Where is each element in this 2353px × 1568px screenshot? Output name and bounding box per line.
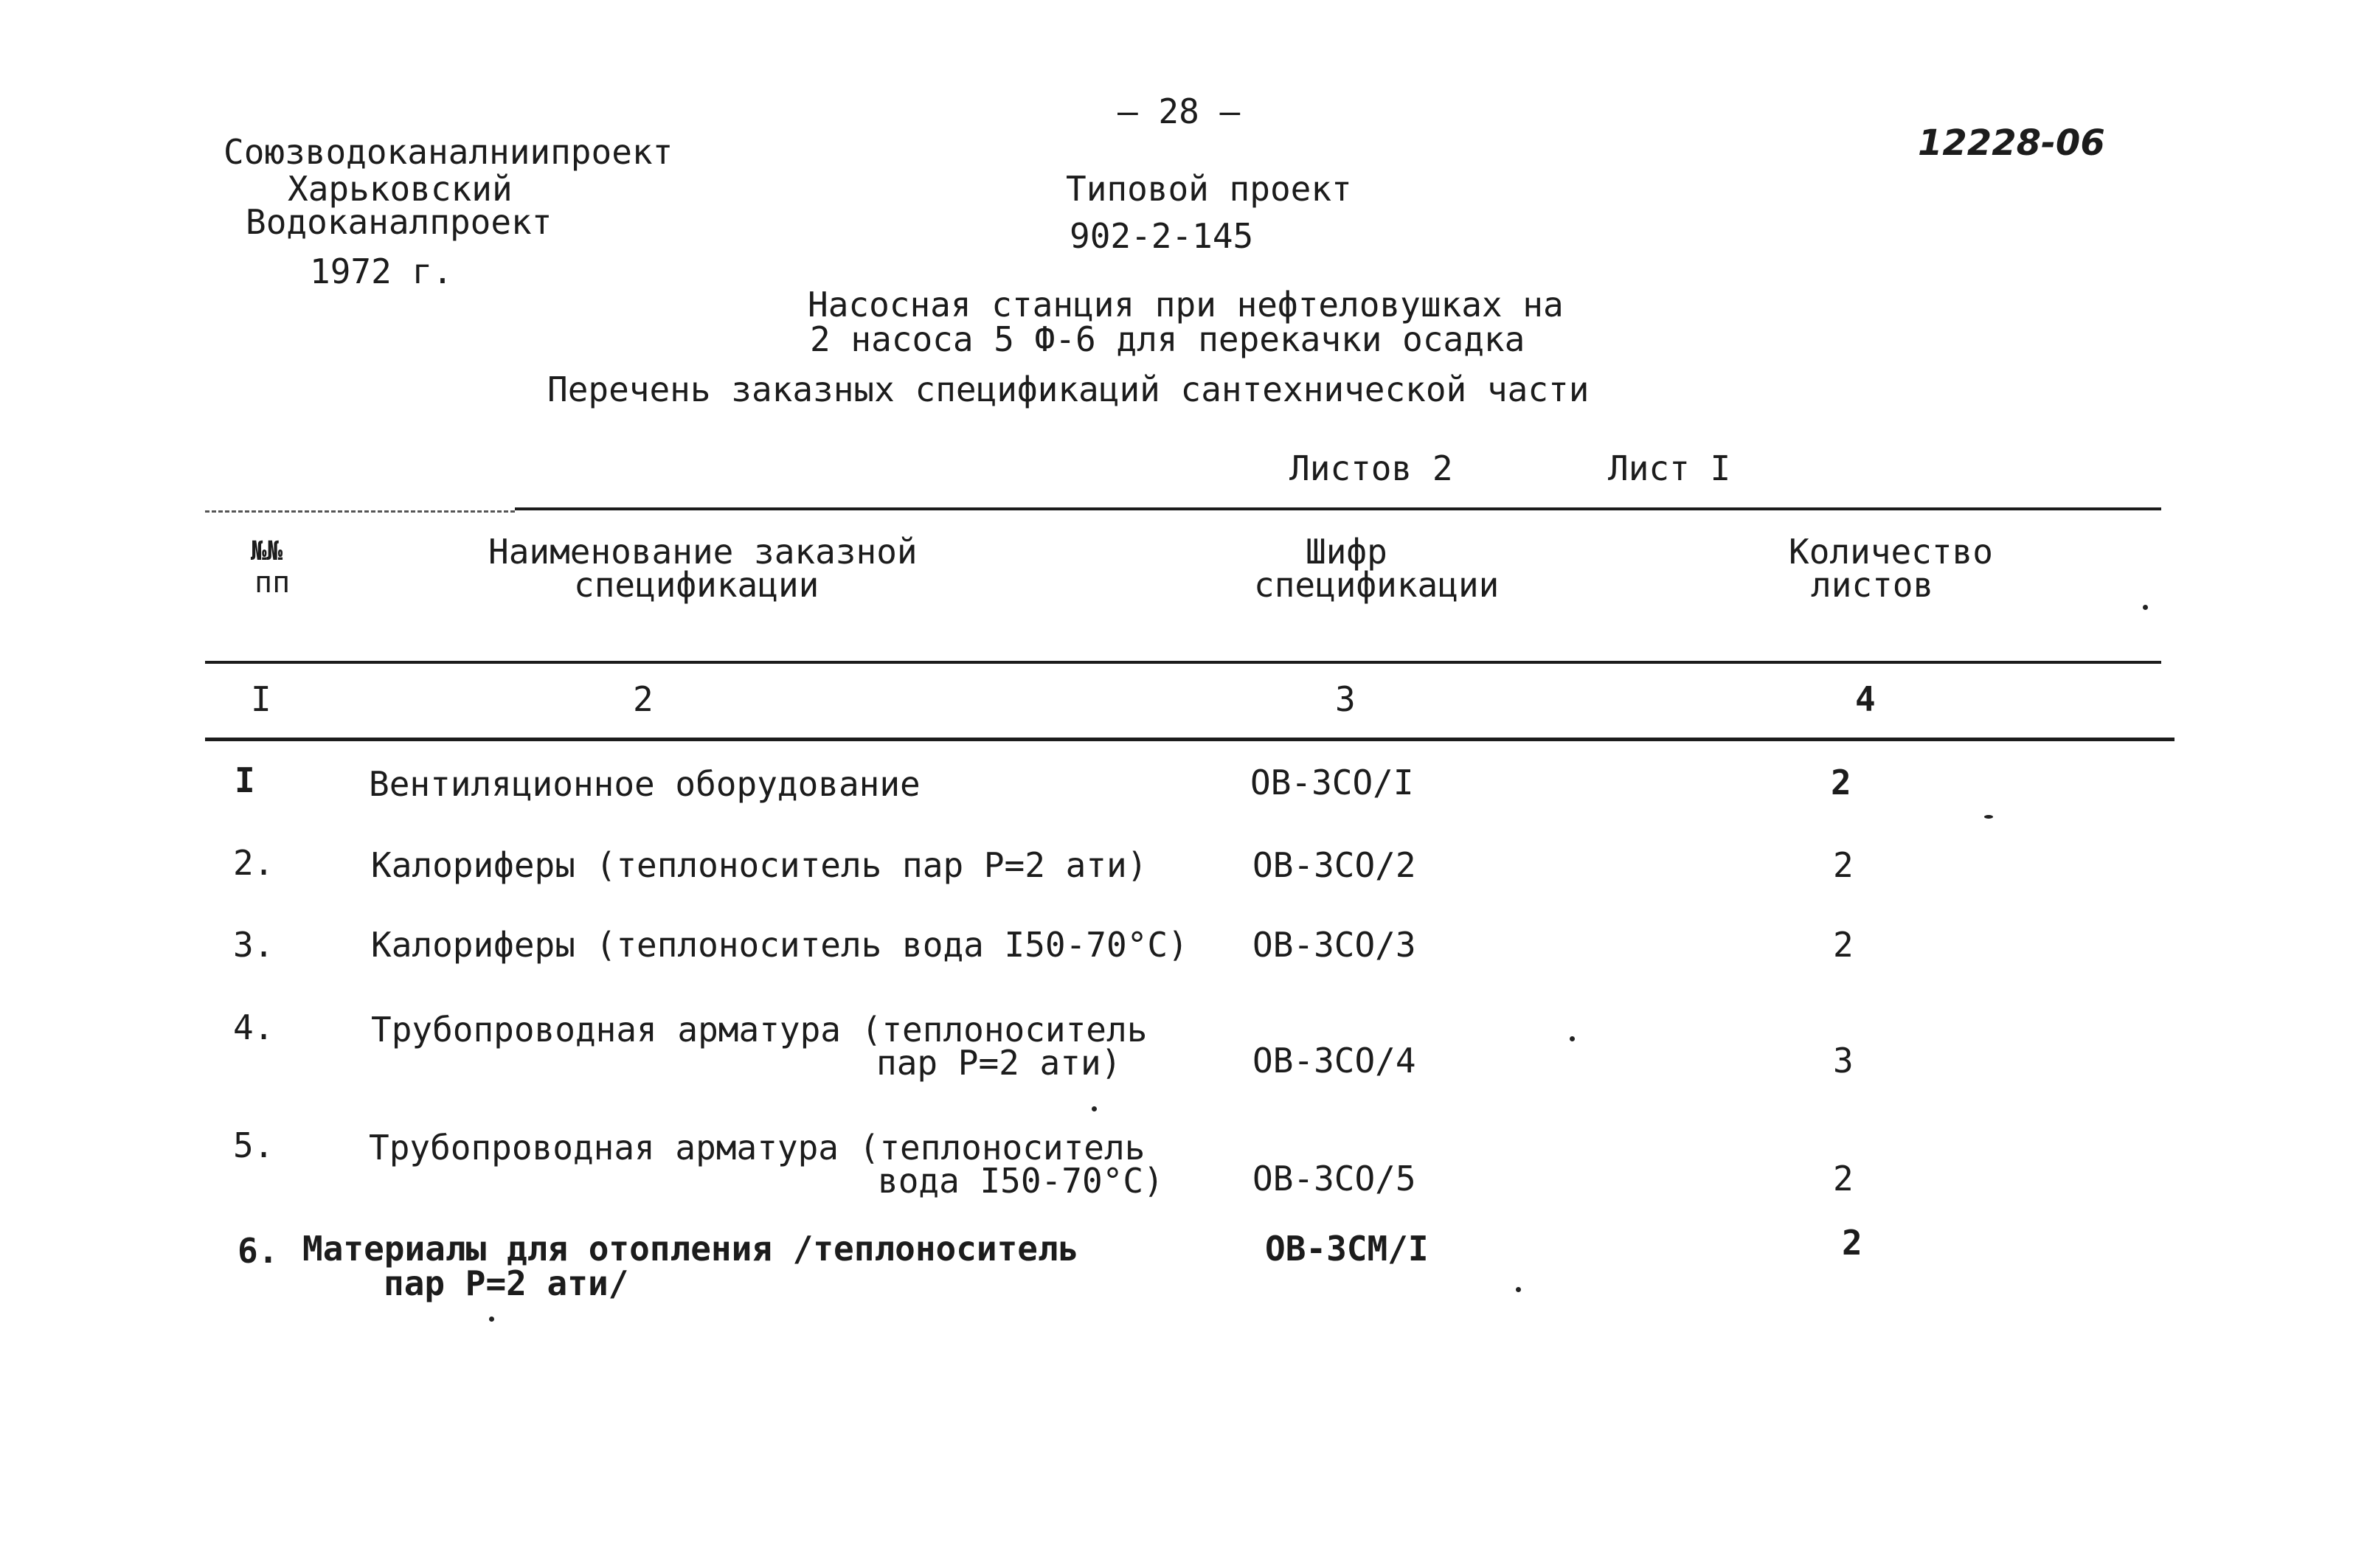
column-number-2: 2 [633, 679, 654, 719]
row-6-number: 6. [238, 1231, 279, 1271]
header-top-rule-dashed [205, 510, 515, 513]
project-label: Типовой проект [1066, 169, 1352, 209]
scan-speck [1984, 815, 1993, 819]
project-number: 902-2-145 [1070, 216, 1254, 256]
row-1-number: I [235, 760, 255, 800]
scan-speck [489, 1317, 494, 1322]
row-5-name-line2: вода I50-70°С) [878, 1161, 1164, 1201]
org-name-line3: Водоканалпроект [246, 202, 552, 242]
scan-speck [1092, 1106, 1097, 1111]
header-qty-line2: листов [1811, 565, 1934, 605]
row-5-qty: 2 [1833, 1159, 1854, 1198]
document-code: 12228-06 [1918, 122, 2105, 164]
header-num-line1: №№ [251, 536, 283, 566]
row-3-qty: 2 [1833, 925, 1854, 965]
org-name-line1: Союзводоканалниипроект [223, 132, 673, 172]
scan-speck [1570, 1036, 1575, 1041]
list-title: Перечень заказных спецификаций сантехнической части [547, 370, 1590, 409]
row-5-name-line1: Трубопроводная арматура (теплоноситель [369, 1128, 1146, 1168]
scan-speck [2143, 605, 2148, 610]
row-5-code: ОВ-3СО/5 [1252, 1159, 1416, 1198]
column-number-3: 3 [1335, 679, 1356, 719]
header-code-line1: Шифр [1306, 532, 1387, 572]
row-2-name: Калориферы (теплоноситель пар Р=2 ати) [371, 845, 1148, 885]
column-number-1: I [251, 679, 271, 719]
row-4-code: ОВ-3СО/4 [1252, 1041, 1416, 1080]
org-year: 1972 г. [310, 251, 453, 291]
scan-speck [1516, 1287, 1521, 1292]
subject-line2: 2 насоса 5 Ф-6 для перекачки осадка [810, 319, 1525, 359]
row-4-name-line1: Трубопроводная арматура (теплоноситель [371, 1010, 1148, 1050]
row-2-code: ОВ-3СО/2 [1252, 845, 1416, 885]
subject-line1: Насосная станция при нефтеловушках на [808, 285, 1564, 325]
org-name-line2: Харьковский [288, 169, 513, 209]
row-6-qty: 2 [1842, 1223, 1862, 1263]
row-3-code: ОВ-3СО/3 [1252, 925, 1416, 965]
row-2-number: 2. [233, 843, 274, 883]
row-3-number: 3. [233, 925, 274, 965]
row-1-qty: 2 [1831, 763, 1851, 802]
header-name-line2: спецификации [574, 565, 819, 605]
row-1-name: Вентиляционное оборудование [369, 764, 921, 804]
row-4-qty: 3 [1833, 1041, 1854, 1080]
header-qty-line1: Количество [1789, 532, 1993, 572]
row-6-name-line1: Материалы для отопления /теплоноситель [302, 1229, 1079, 1269]
row-4-name-line2: пар Р=2 ати) [876, 1043, 1122, 1083]
row-6-name-line2: пар Р=2 ати/ [384, 1263, 629, 1303]
header-top-rule [515, 507, 2161, 510]
row-2-qty: 2 [1833, 845, 1854, 885]
header-code-line2: спецификации [1254, 565, 1500, 605]
header-num-line2: пп [254, 566, 291, 600]
header-bottom-rule [205, 661, 2161, 664]
row-5-number: 5. [233, 1125, 274, 1165]
row-4-number: 4. [233, 1007, 274, 1047]
row-1-code: ОВ-3СО/I [1250, 763, 1414, 802]
header-name-line1: Наименование заказной [488, 532, 918, 572]
sheets-total: Листов 2 [1289, 448, 1453, 488]
column-numbers-bottom-rule [205, 738, 2174, 741]
column-number-4: 4 [1855, 679, 1876, 719]
row-6-code: ОВ-3СМ/I [1265, 1229, 1429, 1269]
page-number: – 28 – [1117, 91, 1241, 131]
sheet-current: Лист I [1608, 448, 1731, 488]
row-3-name: Калориферы (теплоноситель вода I50-70°С) [371, 925, 1188, 965]
